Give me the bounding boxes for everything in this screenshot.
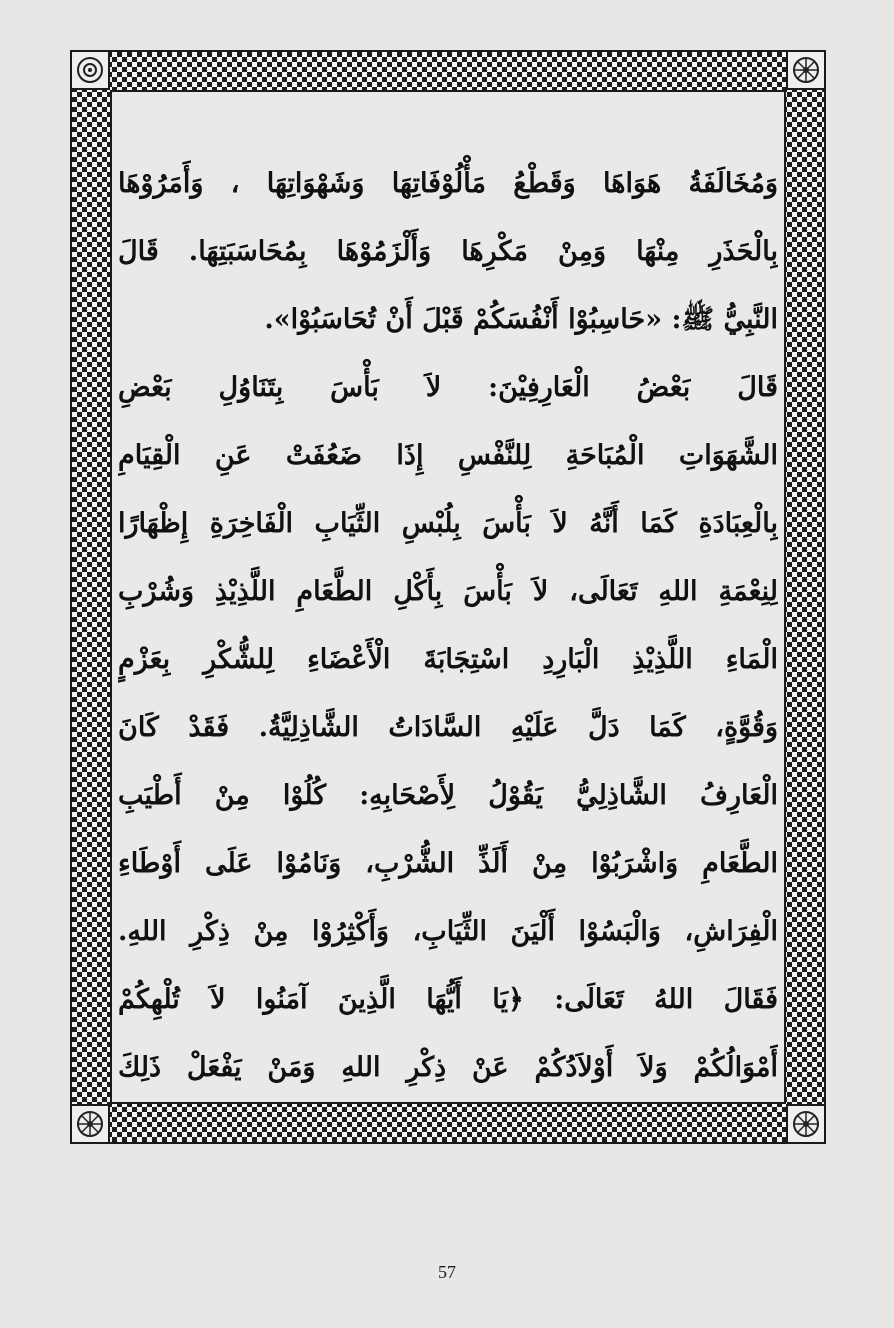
text-line: أَمْوَالُكُمْ وَلاَ أَوْلاَدُكُمْ عَنْ ذِكْرِ اللهِ وَمَنْ يَفْعَلْ ذَلِكَ (118, 1052, 778, 1083)
text-line: الشَّهَوَاتِ الْمُبَاحَةِ لِلنَّفْسِ إِذَا ضَعُفَتْ عَنِ الْقِيَامِ (118, 440, 778, 471)
text-line: لِنِعْمَةِ اللهِ تَعَالَى، لاَ بَأْسَ بِأَكْلِ الطَّعَامِ اللَّذِيْذِ وَشُرْبِ (118, 576, 778, 607)
ornament-rosette-icon (786, 1104, 826, 1144)
text-line: فَقَالَ اللهُ تَعَالَى: ﴿يَا أَيُّهَا الَّذِينَ آمَنُوا لاَ تُلْهِكُمْ (118, 984, 778, 1015)
ornament-rosette-icon (70, 1104, 110, 1144)
text-line: قَالَ بَعْضُ الْعَارِفِيْنَ: لاَ بَأْسَ بِتَنَاوُلِ بَعْضِ (118, 372, 778, 403)
text-line: وَقُوَّةٍ، كَمَا دَلَّ عَلَيْهِ السَّادَاتُ الشَّاذِلِيَّةُ. فَقَدْ كَانَ (118, 712, 778, 743)
arabic-text-body (118, 150, 778, 1102)
text-line: الْعَارِفُ الشَّاذِلِيُّ يَقُوْلُ لِأَصْحَابِهِ: كُلُوْا مِنْ أَطْيَبِ (118, 780, 778, 811)
text-line: الْفِرَاشِ، وَالْبَسُوْا أَلْيَنَ الثِّيَابِ، وَأَكْثِرُوْا مِنْ ذِكْرِ اللهِ. (118, 916, 778, 947)
text-line: الْمَاءِ اللَّذِيْذِ الْبَارِدِ اسْتِجَابَةَ الْأَعْضَاءِ لِلشُّكْرِ بِعَزْمٍ (118, 644, 778, 675)
ornament-rosette-icon (70, 50, 110, 90)
text-line: النَّبِيُّ ﷺ: «حَاسِبُوْا أَنْفُسَكُمْ قَبْلَ أَنْ تُحَاسَبُوْا». (264, 304, 778, 335)
text-line: بِالْعِبَادَةِ كَمَا أَنَّهُ لاَ بَأْسَ بِلُبْسِ الثِّيَابِ الْفَاخِرَةِ إِظْهَارًا (118, 508, 778, 539)
page-number: 57 (438, 1262, 456, 1282)
text-line: الطَّعَامِ وَاشْرَبُوْا مِنْ أَلَذِّ الشُّرْبِ، وَنَامُوْا عَلَى أَوْطَاءِ (118, 848, 778, 879)
text-line: وَمُخَالَفَةُ هَوَاهَا وَقَطْعُ مَأْلُوْفَاتِهَا وَشَهْوَاتِهَا ، وَأَمَرُوْهَا (118, 168, 778, 199)
text-line: بِالْحَذَرِ مِنْهَا وَمِنْ مَكْرِهَا وَأَلْزَمُوْهَا بِمُحَاسَبَتِهَا. قَالَ (118, 236, 778, 267)
ornament-rosette-icon (786, 50, 826, 90)
